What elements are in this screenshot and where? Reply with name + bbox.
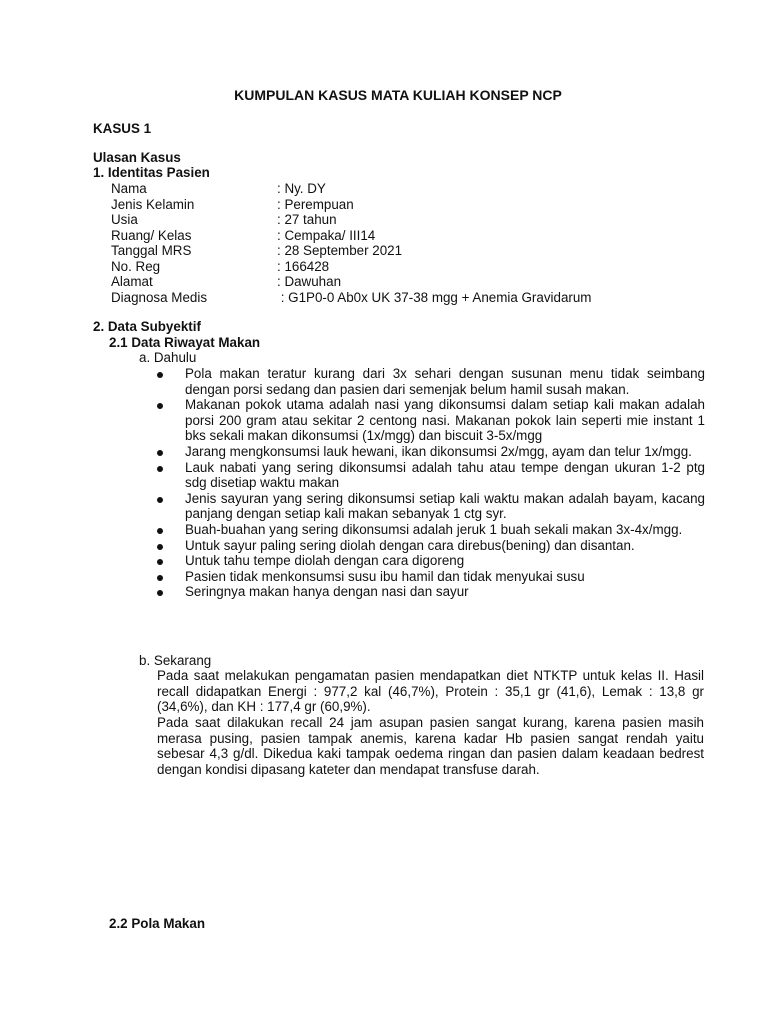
identity-label: No. Reg xyxy=(111,258,161,274)
current-paragraph-condition: Pada saat dilakukan recall 24 jam asupan pasien sangat kurang, karena pasien masih merasa pusing, pasien tampak anemis, karena kadar Hb pasien sangat rendah yaitu sebesar 4,3 g/dl. Dikedua kaki tampak oedema ringan dan pasien dalam keadaan bedrest dengan kondisi dipasang kateter dan mendapat transfuse darah. xyxy=(157,715,704,777)
bullet-icon xyxy=(157,590,163,596)
identity-label: Nama xyxy=(111,181,147,196)
list-item xyxy=(157,569,705,585)
identity-row xyxy=(111,181,591,197)
list-item xyxy=(157,444,705,460)
identity-value: : 27 tahun xyxy=(277,212,337,227)
bullet-icon xyxy=(157,497,163,503)
identity-label: Tanggal MRS xyxy=(111,243,192,258)
identity-value: : G1P0-0 Ab0x UK 37-38 mgg + Anemia Gravidarum xyxy=(277,289,592,305)
list-item-text: Seringnya makan hanya dengan nasi dan sayur xyxy=(185,584,469,600)
list-item-text: Buah-buahan yang sering dikonsumsi adalah jeruk 1 buah sekali makan 3x-4x/mgg. xyxy=(185,521,683,537)
identity-row xyxy=(111,212,591,228)
list-item-text: Jarang mengkonsumsi lauk hewani, ikan dikonsumsi 2x/mgg, ayam dan telur 1x/mgg. xyxy=(185,443,692,459)
list-item xyxy=(157,553,705,569)
list-item xyxy=(157,538,705,554)
bullet-icon xyxy=(157,403,163,409)
list-item-text: Makanan pokok utama adalah nasi yang dikonsumsi dalam setiap kali makan adalah porsi 200 gram atau sekitar 2 centong nasi. Makanan pokok lain seperti mie instant 1 bks sekali makan dikonsumsi (1x/mgg) dan biscuit 3-5x/mgg xyxy=(185,397,705,444)
section-patient-identity-heading: 1. Identitas Pasien xyxy=(93,165,210,180)
bullet-icon xyxy=(157,575,163,581)
bullet-icon xyxy=(157,559,163,565)
identity-value: : Dawuhan xyxy=(277,274,342,289)
document-title: KUMPULAN KASUS MATA KULIAH KONSEP NCP xyxy=(234,87,562,103)
bullet-icon xyxy=(157,372,163,378)
identity-row xyxy=(111,243,591,259)
list-item-text: Jenis sayuran yang sering dikonsumsi setiap kali waktu makan adalah bayam, kacang panjang dengan setiap kali makan sebanyak 1 ctg syr. xyxy=(185,490,705,522)
identity-value: : 28 September 2021 xyxy=(277,243,403,258)
list-item xyxy=(157,491,705,522)
identity-value: : 166428 xyxy=(277,258,330,274)
past-diet-bullet-list xyxy=(157,366,705,600)
review-heading: Ulasan Kasus xyxy=(93,150,181,165)
identity-row xyxy=(111,259,591,275)
identity-label: Alamat xyxy=(111,274,153,289)
identity-label: Jenis Kelamin xyxy=(111,196,195,212)
case-label: KASUS 1 xyxy=(93,121,152,136)
bullet-icon xyxy=(157,466,163,472)
subitem-past-label: a. Dahulu xyxy=(139,350,197,365)
list-item-text: Lauk nabati yang sering dikonsumsi adalah tahu atau tempe dengan ukuran 1-2 ptg sdg disetiap waktu makan xyxy=(185,459,705,491)
identity-label: Usia xyxy=(111,212,138,227)
bullet-icon xyxy=(157,450,163,456)
list-item xyxy=(157,584,705,600)
identity-row xyxy=(111,228,591,244)
patient-identity-table xyxy=(111,181,591,305)
list-item xyxy=(157,522,705,538)
identity-value: : Ny. DY xyxy=(277,181,326,196)
list-item-text: Pasien tidak menkonsumsi susu ibu hamil dan tidak menyukai susu xyxy=(185,568,585,584)
subsection-eating-pattern-heading: 2.2 Pola Makan xyxy=(109,916,206,931)
section-subjective-data-heading: 2. Data Subyektif xyxy=(93,319,201,334)
identity-row xyxy=(111,197,591,213)
list-item-text: Pola makan teratur kurang dari 3x sehari dengan susunan menu tidak seimbang dengan porsi sedang dan pasien dari semenjak belum hamil susah makan. xyxy=(185,366,705,397)
subitem-current-label: b. Sekarang xyxy=(139,653,212,668)
identity-value: : Cempaka/ III14 xyxy=(277,227,376,243)
identity-row xyxy=(111,274,591,290)
list-item-text: Untuk sayur paling sering diolah dengan cara direbus(bening) dan disantan. xyxy=(185,537,635,553)
bullet-icon xyxy=(157,528,163,534)
identity-label: Ruang/ Kelas xyxy=(111,227,192,243)
identity-value: : Perempuan xyxy=(277,196,354,212)
identity-label: Diagnosa Medis xyxy=(111,289,208,305)
list-item xyxy=(157,366,705,397)
list-item xyxy=(157,397,705,444)
current-paragraph-recall: Pada saat melakukan pengamatan pasien mendapatkan diet NTKTP untuk kelas II. Hasil recall didapatkan Energi : 977,2 kal (46,7%), Protein : 35,1 gr (41,6), Lemak : 13,8 gr (34,6%), dan KH : 177,4 gr (60,9%). xyxy=(157,668,704,715)
identity-row xyxy=(111,290,591,306)
bullet-icon xyxy=(157,544,163,550)
list-item-text: Untuk tahu tempe diolah dengan cara digoreng xyxy=(185,553,465,569)
subsection-diet-history-heading: 2.1 Data Riwayat Makan xyxy=(109,335,261,350)
list-item xyxy=(157,460,705,491)
